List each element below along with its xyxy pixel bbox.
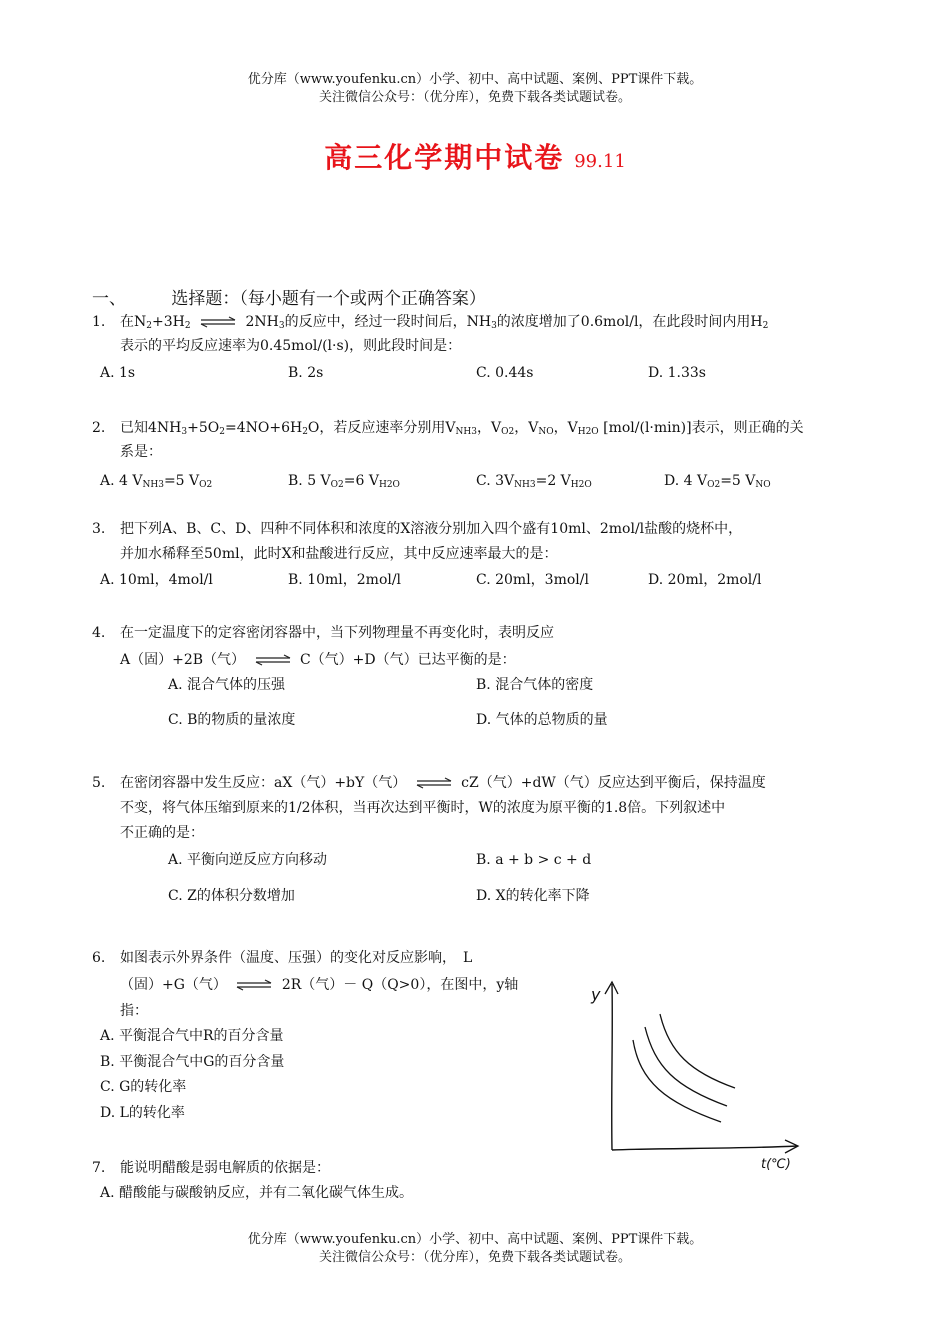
question-7-option-a: A. 醋酸能与碳酸钠反应，并有二氧化碳气体生成。	[100, 1185, 414, 1201]
equilibrium-arrow-icon	[199, 316, 237, 328]
graph-y-axis	[612, 984, 613, 1150]
graph-x-label: t(℃)	[761, 1157, 791, 1172]
question-6-line-2: （固）+G（气） 2R（气）－ Q（Q>0），在图中，y轴	[120, 977, 519, 993]
question-1-option-b: B. 2s	[288, 365, 324, 381]
question-2-line-2: 系是：	[120, 444, 162, 460]
question-2-line-1: 已知$4NH_3+5O_2=4NO+6H_2O$，若反应速率分别用$V_{NH3}$，$V_{O2}$，$V_{NO}$，$V_{H2O}$ [mol/(l·min)]表示，则正确的关	[120, 420, 804, 437]
question-5-option-a: A. 平衡向逆反应方向移动	[168, 852, 328, 868]
question-4-option-c: C. B的物质的量浓度	[168, 712, 296, 728]
question-2-option-a: A. 4 $V_{NH3}=5$ $V_{O2}$	[100, 473, 213, 490]
question-4-option-b: B. 混合气体的密度	[476, 677, 594, 693]
question-3-line-2: 并加水稀释至50ml，此时X和盐酸进行反应，其中反应速率最大的是：	[120, 546, 558, 562]
question-7-line-1: 能说明醋酸是弱电解质的依据是：	[120, 1160, 330, 1176]
question-6-number: 6.	[92, 950, 106, 966]
header-line-2: 关注微信公众号：（优分库），免费下载各类试题试卷。	[318, 90, 631, 105]
question-5-line-3: 不正确的是：	[120, 825, 204, 841]
question-5-option-c: C. Z的体积分数增加	[168, 888, 295, 904]
section-heading	[92, 284, 486, 309]
header-line-1: 优分库（www.youfenku.cn）小学、初中、高中试题、案例、PPT课件下载。	[247, 72, 703, 87]
question-3-option-a: A. 10ml，4mol/l	[100, 572, 213, 588]
question-3-line-1: 把下列A、B、C、D、四种不同体积和浓度的X溶液分别加入四个盛有10ml、2mol/l盐酸的烧杯中，	[120, 521, 743, 537]
question-3-option-c: C. 20ml，3mol/l	[476, 572, 589, 588]
graph-x-axis	[612, 1146, 797, 1150]
question-5-option-b: B. a + b > c + d	[476, 852, 592, 868]
question-5-line-2: 不变，将气体压缩到原来的1/2体积，当再次达到平衡时，W的浓度为原平衡的1.8倍。下列叙述中	[120, 800, 726, 816]
title-date: 99.11	[574, 151, 626, 172]
graph-curve-3	[660, 1014, 735, 1088]
question-6-line-1: 如图表示外界条件（温度、压强）的变化对反应影响， L	[120, 950, 473, 966]
graph-curve-2	[645, 1027, 727, 1106]
question-1-option-a: A. 1s	[100, 365, 136, 381]
question-4-option-d: D. 气体的总物质的量	[476, 712, 608, 728]
question-4-option-a: A. 混合气体的压强	[168, 677, 286, 693]
question-4-line-2: A（固）+2B（气） C（气）+D（气）已达平衡的是：	[120, 652, 516, 668]
question-2-option-b: B. 5 $V_{O2}=6$ $V_{H2O}$	[288, 473, 400, 490]
question-1-number: 1.	[92, 314, 106, 330]
equilibrium-arrow-icon	[254, 654, 292, 666]
question-5-number: 5.	[92, 775, 106, 791]
question-2-number: 2.	[92, 420, 106, 436]
question-1-option-c: C. 0.44s	[476, 365, 534, 381]
section-label: 选择题：（每小题有一个或两个正确答案）	[171, 289, 486, 309]
section-number: 一、	[92, 289, 126, 309]
question-3-option-b: B. 10ml，2mol/l	[288, 572, 402, 588]
footer-line-2: 关注微信公众号：（优分库），免费下载各类试题试卷。	[318, 1250, 631, 1265]
question-6-line-3: 指：	[120, 1003, 148, 1019]
page-title	[0, 136, 950, 176]
question-1-line-1: 在$N_2+3H_2$ $2NH_3$的反应中，经过一段时间后，$NH_3$的浓度增加了0.6mol/l，在此段时间内用$H_2$	[120, 314, 769, 331]
question-2-option-c: C. $3V_{NH3}=2$ $V_{H2O}$	[476, 473, 592, 490]
question-5-option-d: D. X的转化率下降	[476, 888, 590, 904]
question-6-option-d: D. L的转化率	[100, 1105, 185, 1121]
footer-line-1: 优分库（www.youfenku.cn）小学、初中、高中试题、案例、PPT课件下载。	[247, 1232, 703, 1247]
question-6-option-c: C. G的转化率	[100, 1079, 187, 1095]
question-5-line-1: 在密闭容器中发生反应：aX（气）+bY（气） cZ（气）+dW（气）反应达到平衡后，保持温度	[120, 775, 766, 791]
question-6-option-b: B. 平衡混合气中G的百分含量	[100, 1054, 285, 1070]
question-6-option-a: A. 平衡混合气中R的百分含量	[100, 1028, 284, 1044]
question-7-number: 7.	[92, 1160, 106, 1176]
question-4-number: 4.	[92, 625, 106, 641]
question-3-number: 3.	[92, 521, 106, 537]
question-2-option-d: D. 4 $V_{O2}=5$ $V_{NO}$	[664, 473, 771, 490]
equilibrium-arrow-icon	[235, 979, 273, 991]
question-4-line-1: 在一定温度下的定容密闭容器中，当下列物理量不再变化时，表明反应	[120, 625, 554, 641]
question-3-option-d: D. 20ml，2mol/l	[648, 572, 762, 588]
equilibrium-arrow-icon	[415, 777, 453, 789]
question-1-option-d: D. 1.33s	[648, 365, 706, 381]
question-1-line-2: 表示的平均反应速率为0.45mol/(l·s)，则此段时间是：	[120, 338, 462, 354]
graph-y-label: y	[591, 985, 601, 1004]
title-main: 高三化学期中试卷	[324, 141, 565, 174]
question-6-graph	[585, 972, 815, 1172]
